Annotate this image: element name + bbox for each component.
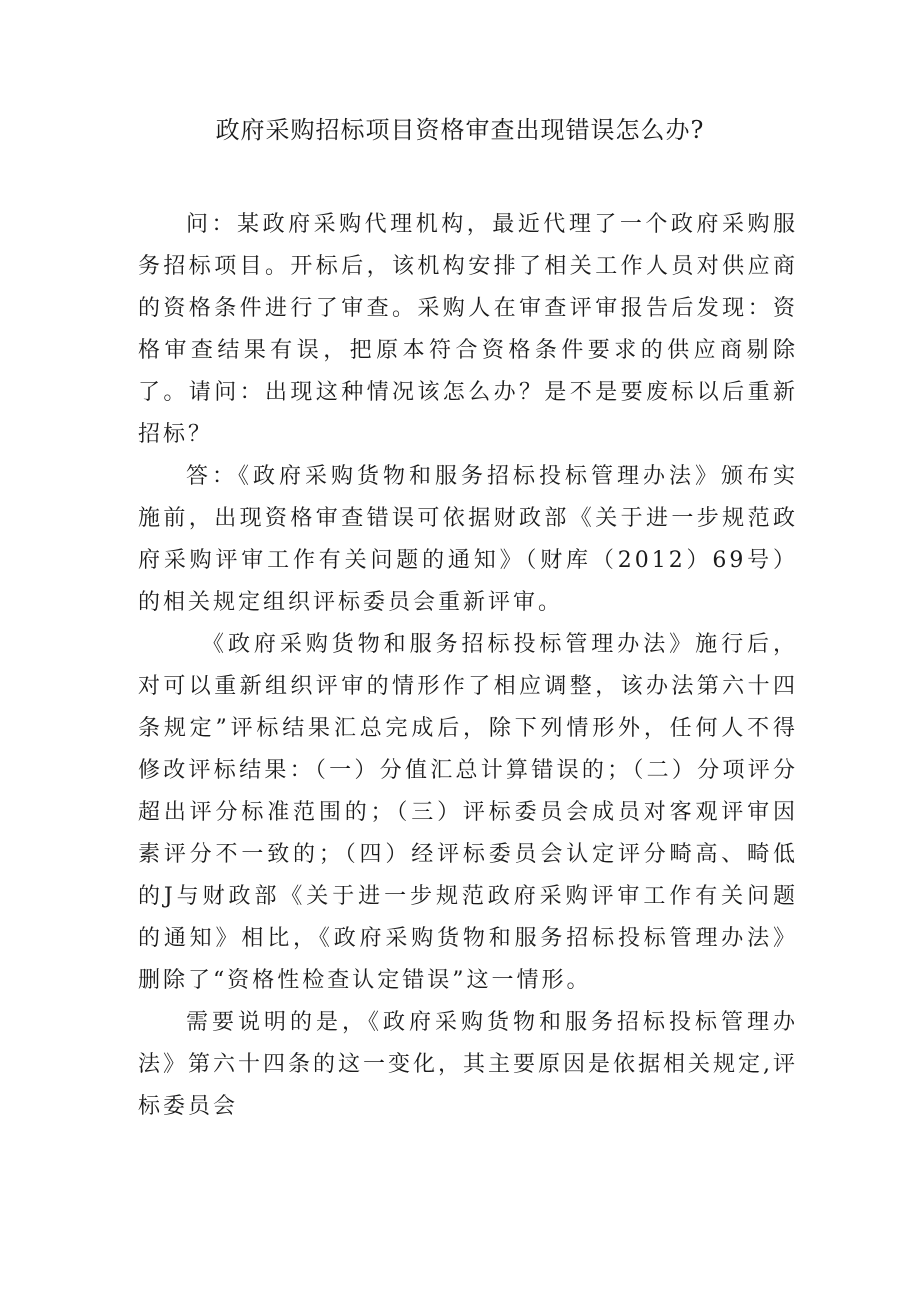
paragraph-regulation: 《政府采购货物和服务招标投标管理办法》施行后，对可以重新组织评审的情形作了相应调整，该办法第六十四条规定”评标结果汇总完成后，除下列情形外，任何人不得修改评标结果：（一）分值汇总计算错误的；（二）分项评分超出评分标准范围的；（三）评标委员会成员对客观评审因素评分不一致的；（四）经评标委员会认定评分畸高、畸低的J与财政部《关于进一步规范政府采购评审工作有关问题的通知》相比，《政府采购货物和服务招标投标管理办法》删除了“资格性检查认定错误”这一情形。 — [138, 632, 798, 993]
paragraph-explanation: 需要说明的是，《政府采购货物和服务招标投标管理办法》第六十四条的这一变化，其主要原因是依据相关规定,评标委员会 — [138, 1010, 798, 1119]
document-body — [138, 204, 798, 1128]
document-title: 政府采购招标项目资格审查出现错误怎么办? — [215, 116, 705, 144]
paragraph-answer: 答：《政府采购货物和服务招标投标管理办法》颁布实施前，出现资格审查错误可依据财政部《关于进一步规范政府采购评审工作有关问题的通知》（财库（2012）69号）的相关规定组织评标委员会重新评审。 — [138, 464, 798, 615]
paragraph-question: 问：某政府采购代理机构，最近代理了一个政府采购服务招标项目。开标后，该机构安排了相关工作人员对供应商的资格条件进行了审查。采购人在审查评审报告后发现：资格审查结果有误，把原本符合资格条件要求的供应商剔除了。请问：出现这种情况该怎么办？是不是要废标以后重新招标？ — [138, 212, 798, 447]
